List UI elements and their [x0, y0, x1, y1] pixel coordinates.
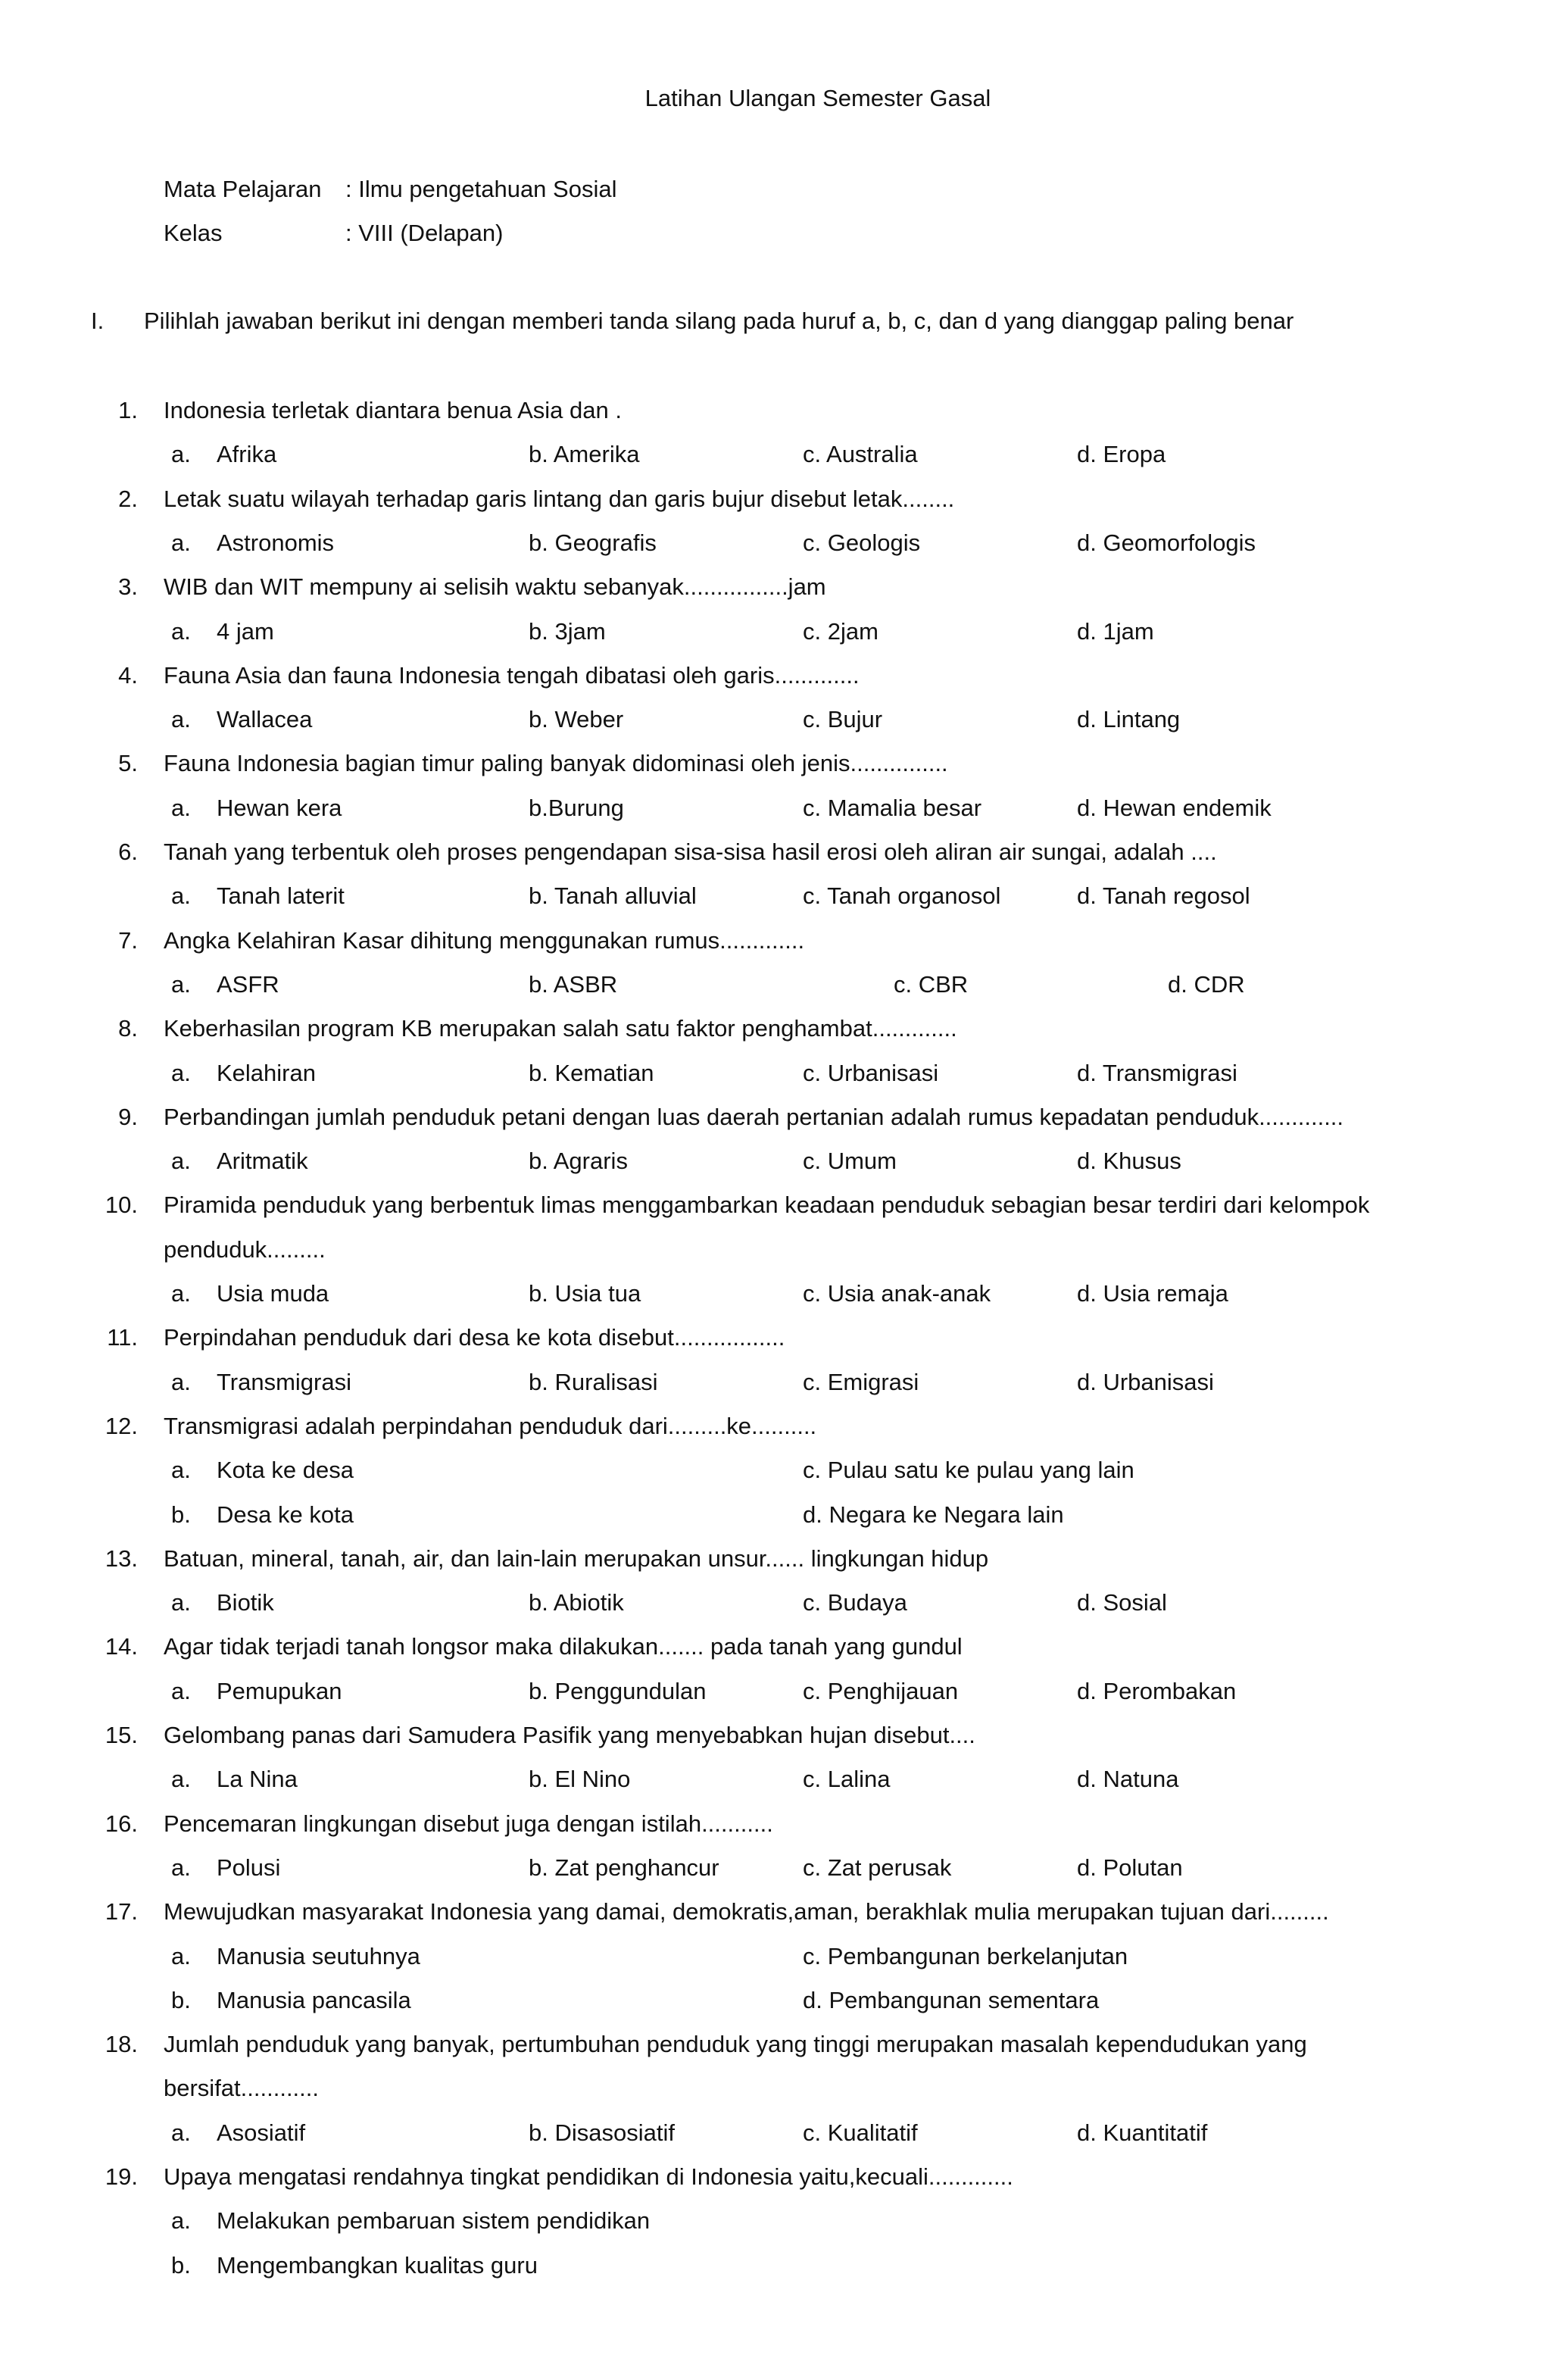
option-b[interactable]: b. Kematian	[529, 1060, 654, 1086]
question-number: 5.	[118, 750, 138, 776]
option-a-text[interactable]: Pemupukan	[217, 1678, 342, 1704]
question-text: Batuan, mineral, tanah, air, dan lain-lain merupakan unsur...... lingkungan hidup	[164, 1545, 989, 1572]
option-letter[interactable]: b.	[171, 2252, 191, 2278]
question-text: Gelombang panas dari Samudera Pasifik yang menyebabkan hujan disebut....	[164, 1722, 975, 1748]
option-a-text[interactable]: Afrika	[217, 441, 277, 467]
option-c[interactable]: c. Umum	[803, 1148, 897, 1174]
option-letter[interactable]: a.	[171, 1943, 191, 1969]
option-d[interactable]: d. CDR	[1168, 971, 1245, 998]
option-a-letter[interactable]: a.	[171, 1060, 191, 1086]
option-a-letter[interactable]: a.	[171, 971, 191, 998]
option-d[interactable]: d. Kuantitatif	[1077, 2119, 1208, 2146]
option-text[interactable]: Kota ke desa	[217, 1457, 354, 1483]
option-letter[interactable]: b.	[171, 1501, 191, 1528]
question-number: 16.	[105, 1810, 138, 1837]
option-b[interactable]: b. Geografis	[529, 529, 657, 556]
question-number: 8.	[118, 1015, 138, 1042]
option-letter[interactable]: b.	[171, 1987, 191, 2013]
option-a-letter[interactable]: a.	[171, 1280, 191, 1307]
question-number: 2.	[118, 486, 138, 512]
question-number: 14.	[105, 1633, 138, 1660]
option-d[interactable]: d. Khusus	[1077, 1148, 1181, 1174]
option-a-letter[interactable]: a.	[171, 618, 191, 645]
question-text: Letak suatu wilayah terhadap garis lintang dan garis bujur disebut letak........	[164, 486, 955, 512]
option-c[interactable]: c. Lalina	[803, 1766, 891, 1792]
option-a-letter[interactable]: a.	[171, 1589, 191, 1616]
option-b[interactable]: b. Ruralisasi	[529, 1369, 658, 1395]
option-right[interactable]: c. Pulau satu ke pulau yang lain	[803, 1457, 1134, 1483]
option-d[interactable]: d. 1jam	[1077, 618, 1154, 645]
question-text: Upaya mengatasi rendahnya tingkat pendidikan di Indonesia yaitu,kecuali.............	[164, 2163, 1013, 2190]
option-a-text[interactable]: Tanah laterit	[217, 882, 345, 909]
option-a-text[interactable]: Polusi	[217, 1854, 281, 1881]
option-b[interactable]: b. El Nino	[529, 1766, 631, 1792]
option-d[interactable]: d. Geomorfologis	[1077, 529, 1256, 556]
option-a-text[interactable]: Aritmatik	[217, 1148, 308, 1174]
class-value: : VIII (Delapan)	[345, 220, 504, 246]
option-a-letter[interactable]: a.	[171, 795, 191, 821]
question-number: 15.	[105, 1722, 138, 1748]
option-b[interactable]: b. Abiotik	[529, 1589, 624, 1616]
option-a-text[interactable]: La Nina	[217, 1766, 298, 1792]
option-a-letter[interactable]: a.	[171, 882, 191, 909]
question-number: 7.	[118, 927, 138, 954]
question-text: penduduk.........	[164, 1236, 326, 1263]
option-a-text[interactable]: 4 jam	[217, 618, 274, 645]
option-a-text[interactable]: ASFR	[217, 971, 279, 998]
option-d[interactable]: d. Transmigrasi	[1077, 1060, 1237, 1086]
option-c[interactable]: c. Penghijauan	[803, 1678, 959, 1704]
question-number: 11.	[107, 1324, 138, 1351]
option-text[interactable]: Melakukan pembaruan sistem pendidikan	[217, 2207, 651, 2234]
option-c[interactable]: c. Bujur	[803, 706, 883, 732]
option-d[interactable]: d. Sosial	[1077, 1589, 1167, 1616]
option-text[interactable]: Manusia seutuhnya	[217, 1943, 420, 1969]
option-d[interactable]: d. Lintang	[1077, 706, 1181, 732]
option-c[interactable]: c. Budaya	[803, 1589, 907, 1616]
option-a-text[interactable]: Biotik	[217, 1589, 274, 1616]
option-b[interactable]: b. Agraris	[529, 1148, 628, 1174]
option-d[interactable]: d. Eropa	[1077, 441, 1166, 467]
option-a-letter[interactable]: a.	[171, 706, 191, 732]
page-title: Latihan Ulangan Semester Gasal	[644, 85, 991, 111]
option-b[interactable]: b. Amerika	[529, 441, 640, 467]
option-letter[interactable]: a.	[171, 2207, 191, 2234]
option-c[interactable]: c. Emigrasi	[803, 1369, 919, 1395]
option-d[interactable]: d. Polutan	[1077, 1854, 1183, 1881]
option-b[interactable]: b. Usia tua	[529, 1280, 641, 1307]
option-a-text[interactable]: Asosiatif	[217, 2119, 306, 2146]
option-d[interactable]: d. Natuna	[1077, 1766, 1179, 1792]
option-b[interactable]: b. 3jam	[529, 618, 606, 645]
question-text: Fauna Asia dan fauna Indonesia tengah dibatasi oleh garis.............	[164, 662, 860, 689]
option-a-text[interactable]: Hewan kera	[217, 795, 342, 821]
question-text: Agar tidak terjadi tanah longsor maka dilakukan....... pada tanah yang gundul	[164, 1633, 963, 1660]
option-a-letter[interactable]: a.	[171, 1148, 191, 1174]
option-b[interactable]: b. Tanah alluvial	[529, 882, 697, 909]
question-number: 18.	[105, 2031, 138, 2057]
option-b[interactable]: b. ASBR	[529, 971, 618, 998]
option-b[interactable]: b. Weber	[529, 706, 624, 732]
question-number: 3.	[118, 573, 138, 600]
option-c[interactable]: c. Geologis	[803, 529, 921, 556]
option-a-letter[interactable]: a.	[171, 1678, 191, 1704]
question-number: 19.	[105, 2163, 138, 2190]
option-right[interactable]: c. Pembangunan berkelanjutan	[803, 1943, 1128, 1969]
question-text: Pencemaran lingkungan disebut juga dengan istilah...........	[164, 1810, 773, 1837]
class-label: Kelas	[164, 220, 223, 246]
question-text: Indonesia terletak diantara benua Asia dan .	[164, 397, 622, 423]
subject-label: Mata Pelajaran	[164, 176, 322, 202]
option-a-letter[interactable]: a.	[171, 529, 191, 556]
option-b[interactable]: b. Disasosiatif	[529, 2119, 675, 2146]
question-text: WIB dan WIT mempuny ai selisih waktu sebanyak................jam	[164, 573, 826, 600]
question-number: 17.	[105, 1898, 138, 1925]
option-c[interactable]: c. Kualitatif	[803, 2119, 918, 2146]
option-letter[interactable]: a.	[171, 1457, 191, 1483]
option-c[interactable]: c. Zat perusak	[803, 1854, 952, 1881]
question-text: Perbandingan jumlah penduduk petani dengan luas daerah pertanian adalah rumus kepadatan penduduk.............	[164, 1104, 1344, 1130]
option-a-letter[interactable]: a.	[171, 1369, 191, 1395]
option-a-text[interactable]: Transmigrasi	[217, 1369, 351, 1395]
option-c[interactable]: c. Usia anak-anak	[803, 1280, 991, 1307]
option-text[interactable]: Desa ke kota	[217, 1501, 354, 1528]
option-b[interactable]: b.Burung	[529, 795, 624, 821]
option-a-text[interactable]: Wallacea	[217, 706, 313, 732]
option-text[interactable]: Mengembangkan kualitas guru	[217, 2252, 538, 2278]
question-number: 13.	[105, 1545, 138, 1572]
question-number: 12.	[105, 1413, 138, 1439]
option-right[interactable]: d. Negara ke Negara lain	[803, 1501, 1064, 1528]
option-d[interactable]: d. Perombakan	[1077, 1678, 1237, 1704]
option-d[interactable]: d. Usia remaja	[1077, 1280, 1228, 1307]
option-d[interactable]: d. Urbanisasi	[1077, 1369, 1214, 1395]
question-text: Perpindahan penduduk dari desa ke kota disebut.................	[164, 1324, 785, 1351]
option-c[interactable]: c. Tanah organosol	[803, 882, 1001, 909]
option-c[interactable]: c. Australia	[803, 441, 918, 467]
question-text: Piramida penduduk yang berbentuk limas menggambarkan keadaan penduduk sebagian besar terdiri dari kelompok	[164, 1192, 1370, 1218]
option-c[interactable]: c. Mamalia besar	[803, 795, 982, 821]
option-a-text[interactable]: Astronomis	[217, 529, 335, 556]
question-text: Fauna Indonesia bagian timur paling banyak didominasi oleh jenis...............	[164, 750, 948, 776]
option-text[interactable]: Manusia pancasila	[217, 1987, 411, 2013]
option-a-text[interactable]: Kelahiran	[217, 1060, 316, 1086]
option-b[interactable]: b. Penggundulan	[529, 1678, 707, 1704]
option-a-text[interactable]: Usia muda	[217, 1280, 329, 1307]
question-number: 6.	[118, 839, 138, 865]
question-text: Mewujudkan masyarakat Indonesia yang damai, demokratis,aman, berakhlak mulia merupakan tujuan dari.........	[164, 1898, 1329, 1925]
option-right[interactable]: d. Pembangunan sementara	[803, 1987, 1100, 2013]
question-text: Jumlah penduduk yang banyak, pertumbuhan penduduk yang tinggi merupakan masalah kependudukan yang	[164, 2031, 1307, 2057]
option-a-letter[interactable]: a.	[171, 1766, 191, 1792]
subject-value: : Ilmu pengetahuan Sosial	[345, 176, 617, 202]
option-c[interactable]: c. CBR	[894, 971, 969, 998]
option-a-letter[interactable]: a.	[171, 441, 191, 467]
question-text: bersifat............	[164, 2075, 320, 2101]
question-text: Keberhasilan program KB merupakan salah satu faktor penghambat.............	[164, 1015, 957, 1042]
section-number: I.	[91, 308, 105, 334]
option-d[interactable]: d. Tanah regosol	[1077, 882, 1250, 909]
instruction-text: Pilihlah jawaban berikut ini dengan memberi tanda silang pada huruf a, b, c, dan d yang dianggap paling benar	[144, 308, 1294, 334]
question-number: 1.	[118, 397, 138, 423]
option-c[interactable]: c. Urbanisasi	[803, 1060, 939, 1086]
option-a-letter[interactable]: a.	[171, 2119, 191, 2146]
question-text: Transmigrasi adalah perpindahan penduduk dari.........ke..........	[164, 1413, 817, 1439]
question-text: Tanah yang terbentuk oleh proses pengendapan sisa-sisa hasil erosi oleh aliran air sungai, adalah ....	[164, 839, 1217, 865]
option-b[interactable]: b. Zat penghancur	[529, 1854, 719, 1881]
option-c[interactable]: c. 2jam	[803, 618, 878, 645]
question-number: 4.	[118, 662, 138, 689]
question-number: 9.	[118, 1104, 138, 1130]
question-number: 10.	[105, 1192, 138, 1218]
question-text: Angka Kelahiran Kasar dihitung menggunakan rumus.............	[164, 927, 805, 954]
option-a-letter[interactable]: a.	[171, 1854, 191, 1881]
option-d[interactable]: d. Hewan endemik	[1077, 795, 1272, 821]
